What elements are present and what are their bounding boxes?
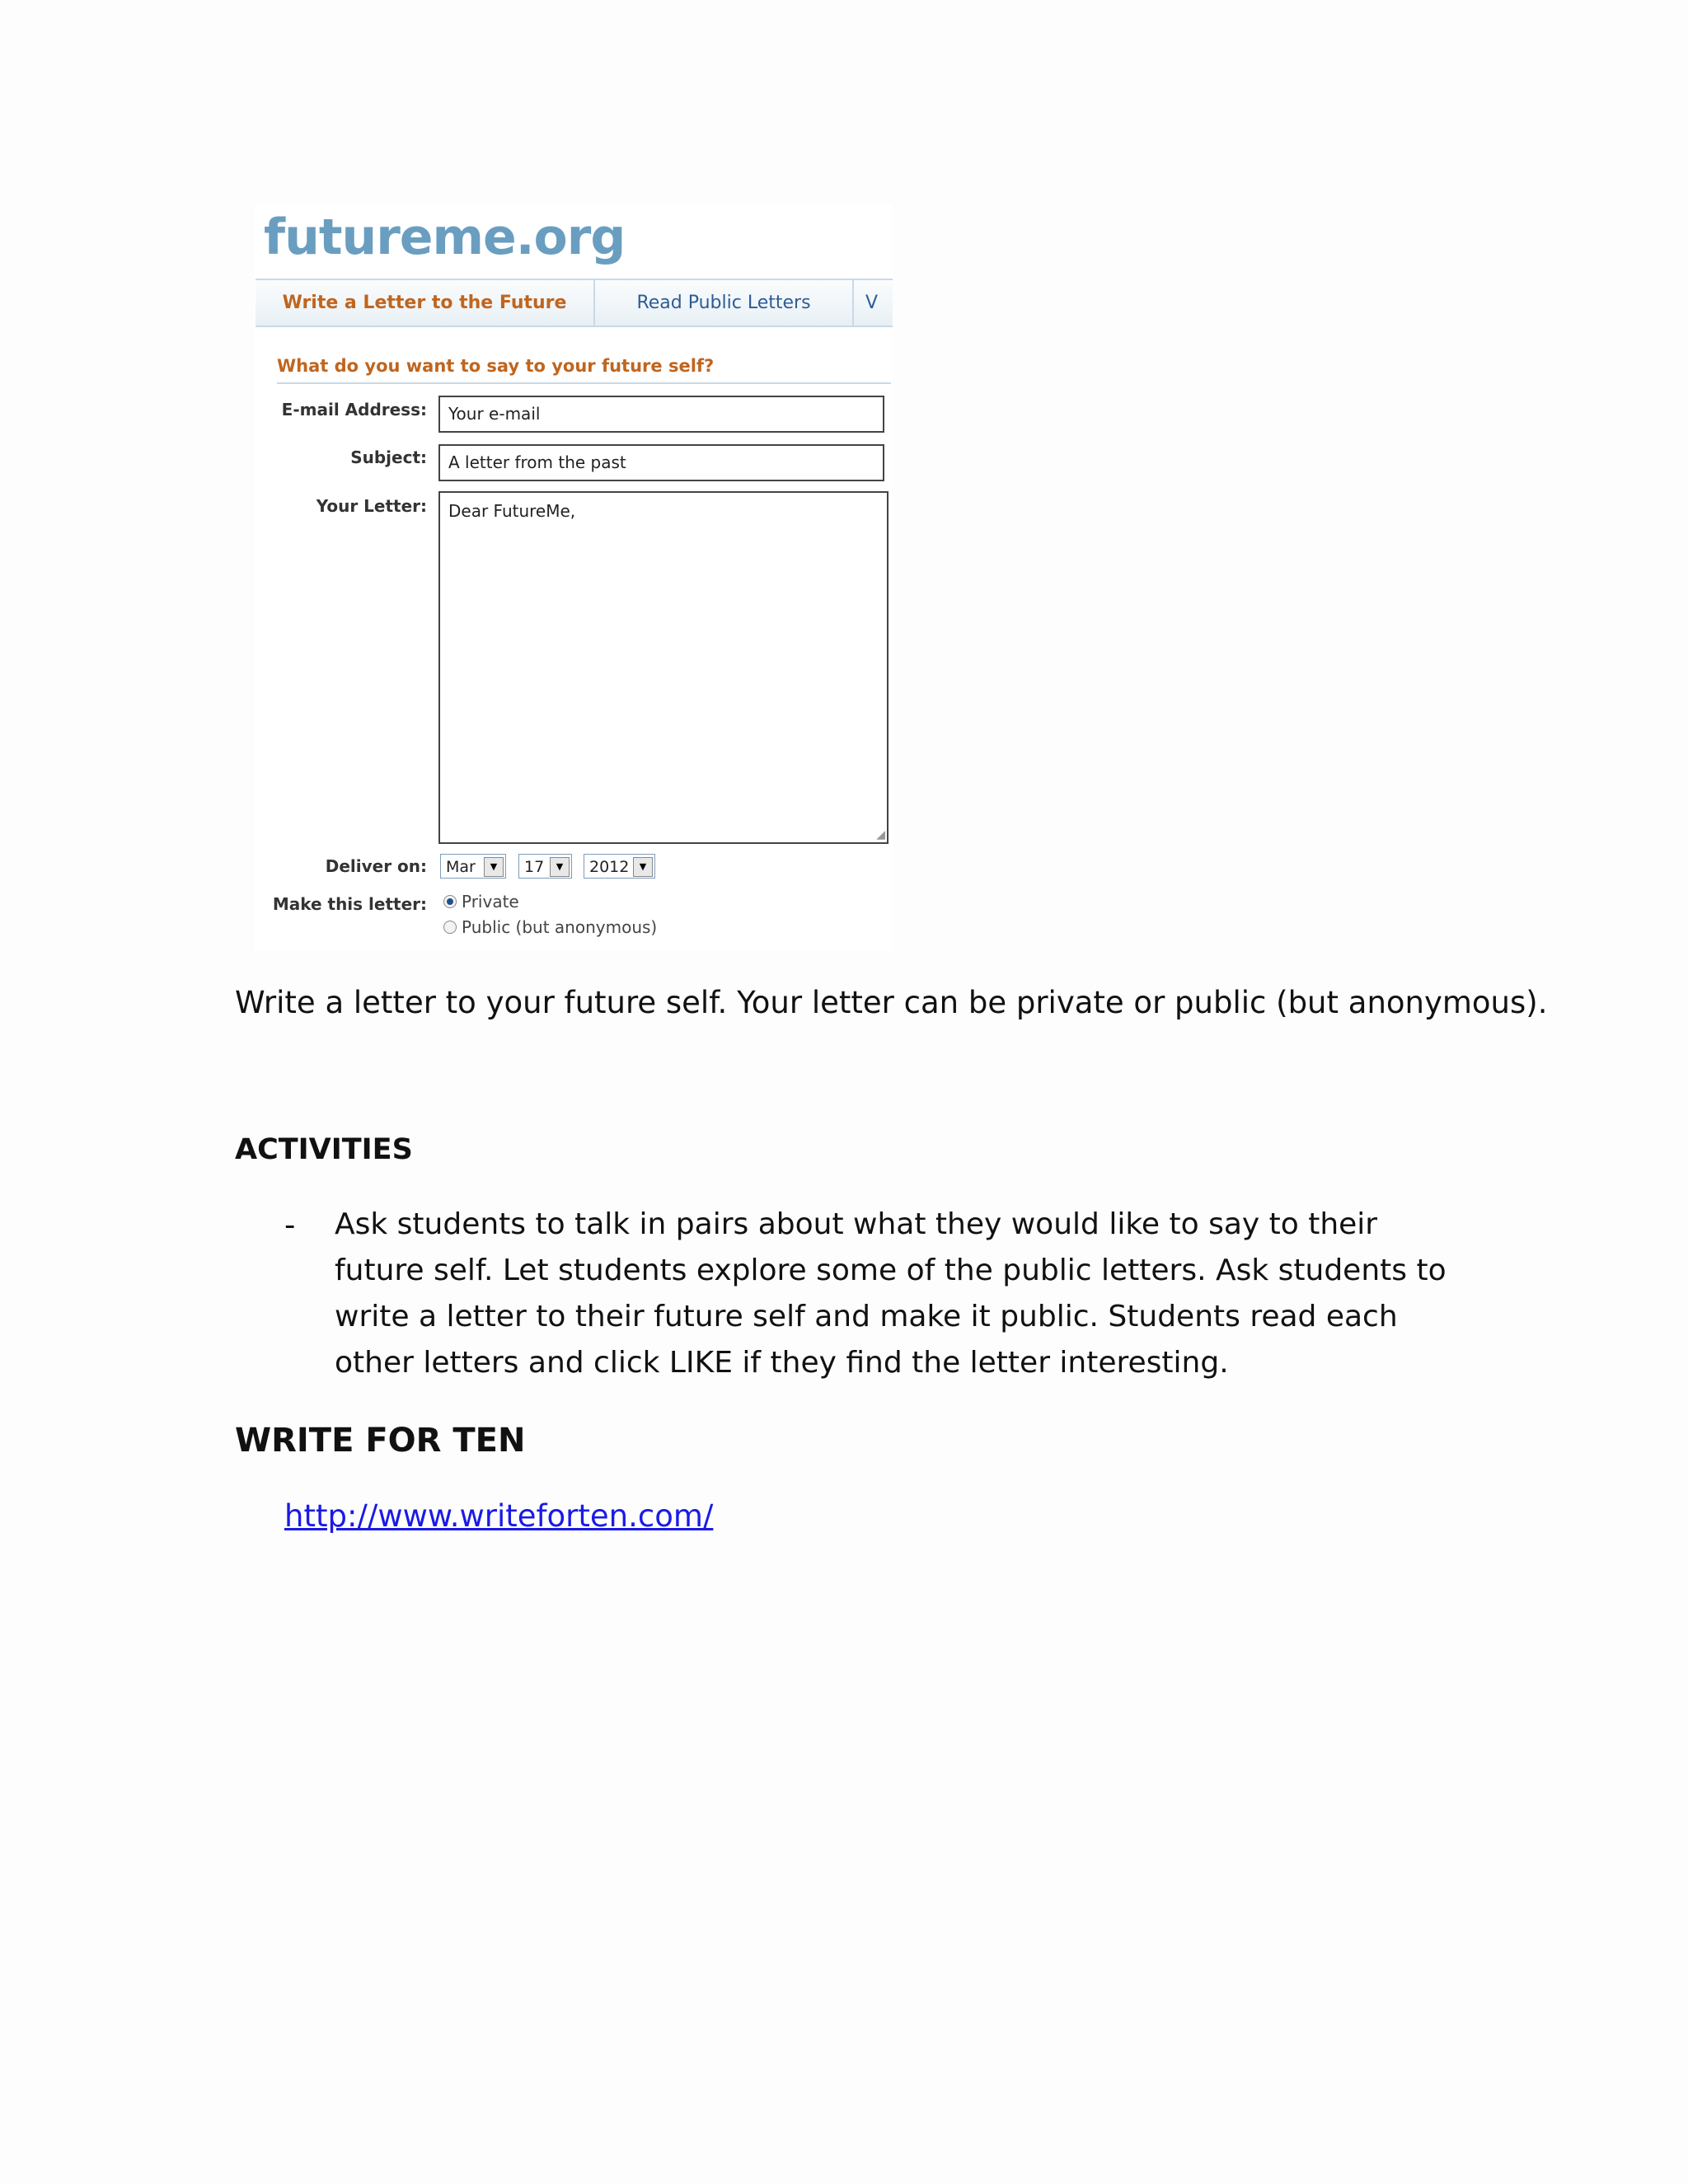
year-value: 2012 [589, 858, 630, 876]
intro-paragraph: Write a letter to your future self. Your letter can be private or public (but anonymous). [235, 985, 1548, 1020]
subject-field[interactable]: A letter from the past [438, 444, 884, 481]
activities-heading: ACTIVITIES [235, 1133, 413, 1166]
year-select[interactable] [584, 854, 655, 879]
letter-label: Your Letter: [316, 496, 427, 516]
month-value: Mar [446, 858, 476, 876]
letter-textarea[interactable] [438, 491, 889, 844]
chevron-down-icon[interactable]: ▼ [633, 857, 653, 877]
radio-selected-icon[interactable] [443, 895, 457, 908]
email-field[interactable]: Your e-mail [438, 396, 884, 433]
day-value: 17 [524, 858, 545, 876]
letter-text: Dear FutureMe, [448, 501, 576, 521]
futureme-logo: futureme.org [264, 209, 626, 266]
visibility-label: Make this letter: [272, 894, 427, 914]
deliver-label: Deliver on: [325, 856, 427, 876]
month-select[interactable] [440, 854, 506, 879]
tab-truncated[interactable]: V [865, 293, 879, 313]
day-select[interactable] [518, 854, 572, 879]
radio-private-label: Private [462, 892, 519, 912]
tab-read-public-letters[interactable]: Read Public Letters [595, 280, 854, 326]
chevron-down-icon[interactable]: ▼ [484, 857, 504, 877]
tab-write-letter[interactable]: Write a Letter to the Future [256, 280, 595, 326]
writeforten-link[interactable]: http://www.writeforten.com/ [284, 1498, 714, 1534]
radio-public[interactable] [443, 917, 657, 937]
chevron-down-icon[interactable]: ▼ [550, 857, 570, 877]
email-label: E-mail Address: [281, 400, 427, 419]
futureme-screenshot [254, 204, 893, 950]
radio-public-label: Public (but anonymous) [462, 917, 658, 937]
activity-text: Ask students to talk in pairs about what they would like to say to their future self. Let students explore some of the public letters. Ask students to write a letter to their future self and make it public. Students read each other letters and click LIKE if they find the letter interesting. [335, 1207, 1447, 1380]
subject-label: Subject: [350, 448, 427, 467]
resize-grip-icon[interactable]: ◢ [876, 828, 885, 841]
form-heading: What do you want to say to your future self? [277, 356, 891, 384]
radio-private[interactable] [443, 892, 519, 912]
bullet-marker: - [284, 1207, 296, 1243]
nav-tabs [256, 279, 893, 327]
write-for-ten-heading: WRITE FOR TEN [235, 1422, 526, 1460]
radio-unselected-icon[interactable] [443, 921, 457, 934]
